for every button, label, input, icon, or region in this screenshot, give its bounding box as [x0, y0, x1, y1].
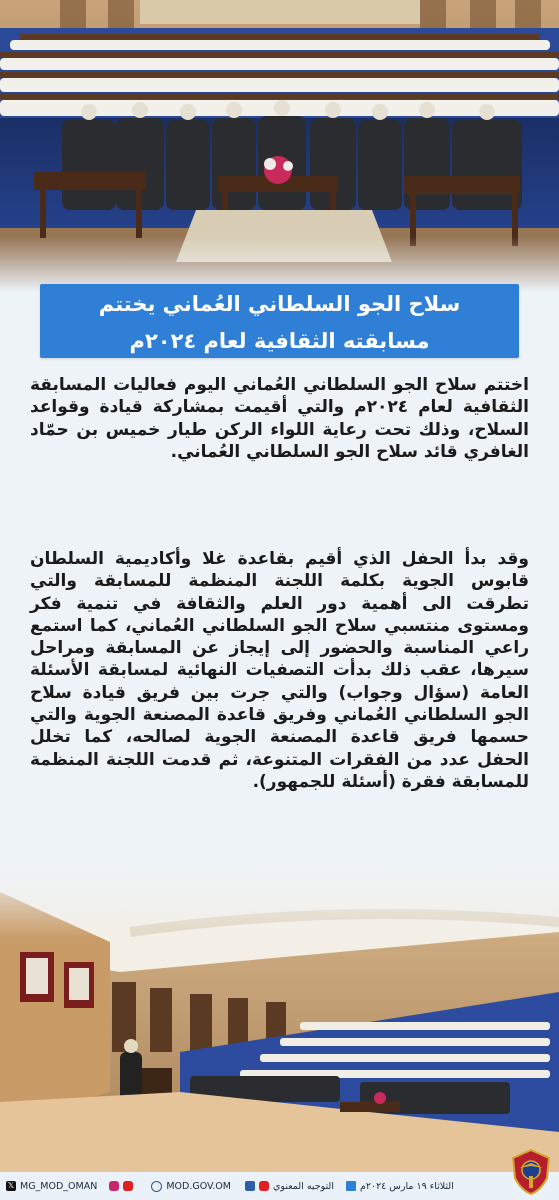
auditorium-audience-image: [0, 0, 559, 292]
auditorium-wide-image: [0, 862, 559, 1172]
footer-website[interactable]: [151, 1181, 231, 1192]
instagram-icon[interactable]: [109, 1181, 119, 1191]
paragraph-1: اختتم سلاح الجو السلطاني العُماني اليوم فعاليات المسابقة الثقافية لعام ٢٠٢٤م والتي أقيمت بمشاركة قيادة وقواعد السلاح، وذلك تحت رعاية اللواء الركن طيار خميس بن حمّاد الغافري قائد سلاح الجو السلطاني العُماني.: [30, 375, 529, 462]
x-icon: 𝕏: [7, 1181, 15, 1190]
facebook-icon[interactable]: [245, 1181, 255, 1191]
globe-icon: [151, 1181, 162, 1192]
footer-handle-text: MG_MOD_OMAN: [20, 1180, 98, 1192]
footer-social-icons: [109, 1181, 133, 1191]
headline-line-2: مسابقته الثقافية لعام ٢٠٢٤م: [129, 329, 430, 353]
footer-website-text: MOD.GOV.OM: [166, 1180, 231, 1192]
footer-handle[interactable]: [6, 1181, 97, 1192]
footer-department: [245, 1181, 334, 1192]
paragraph-2: وقد بدأ الحفل الذي أقيم بقاعدة غلا وأكاديمية السلطان قابوس الجوية بكلمة اللجنة المنظمة للمسابقة والتي تطرقت الى أهمية دور العلم والثقافة في تنمية فكر ومستوى منتسبي سلاح الجو السلطاني العُماني، كما استمع راعي المناسبة والحضور إلى إيجاز عن المسابقة ومراحل سيرها، عقب ذلك بدأت التصفيات النهائية لمسابقة الأسئلة العامة (سؤال وجواب) والتي جرت بين فريق قيادة سلاح الجو السلطاني العُماني وفريق قاعدة المصنعة الجوية والتي حسمها فريق قاعدة المصنعة الجوية لصالحه، كما تخلل الحفل عدد من الفقرات المتنوعة، ثم قدمت اللجنة المنظمة للمسابقة فقرة (أسئلة للجمهور).: [30, 549, 529, 792]
event-photo-bottom: [0, 862, 559, 1172]
headline-box: [40, 284, 519, 358]
youtube-icon-2[interactable]: [259, 1181, 269, 1191]
youtube-icon[interactable]: [123, 1181, 133, 1191]
footer-date: [346, 1181, 454, 1192]
event-photo-top: [0, 0, 559, 292]
calendar-icon: [346, 1181, 356, 1191]
air-force-emblem-logo: [509, 1148, 553, 1196]
footer-department-text: التوجيه المعنوي: [272, 1180, 334, 1192]
headline-line-1: سلاح الجو السلطاني العُماني يختتم: [98, 292, 461, 316]
footer-date-text: الثلاثاء ١٩ مارس ٢٠٢٤م: [359, 1180, 454, 1192]
footer-bar: [0, 1172, 559, 1200]
